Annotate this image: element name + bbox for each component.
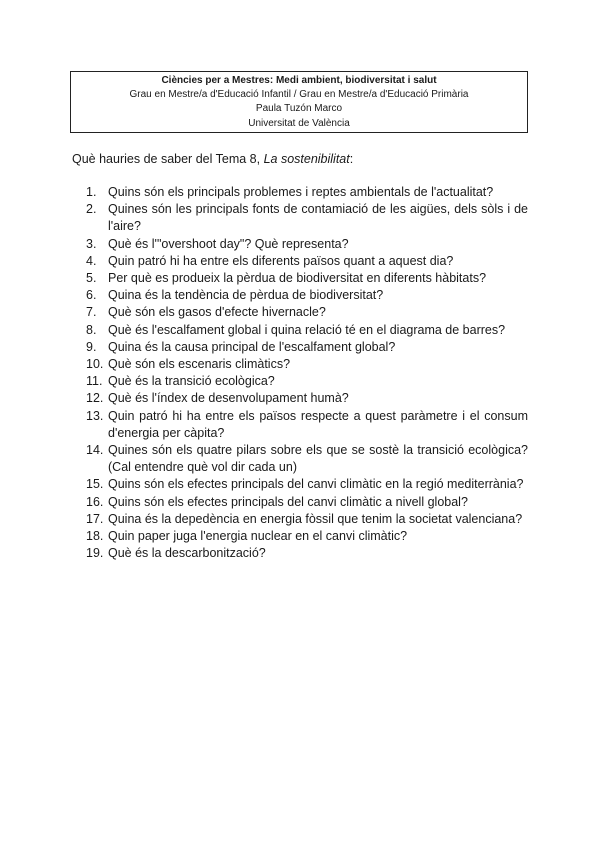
question-number: 14.: [86, 443, 104, 458]
university-name: Universitat de València: [248, 117, 350, 129]
question-number: 15.: [86, 477, 104, 492]
question-text: Què és la descarbonització?: [108, 546, 266, 561]
question-number: 17.: [86, 511, 104, 526]
question-text: Què són els gasos d'efecte hivernacle?: [108, 305, 326, 320]
question-number: 2.: [86, 202, 97, 217]
question-list: [86, 184, 528, 562]
question-item: [86, 408, 528, 442]
question-item: [86, 339, 528, 356]
question-number: 7.: [86, 305, 97, 320]
intro-line: [72, 150, 353, 168]
intro-suffix: :: [349, 152, 354, 166]
question-number: 4.: [86, 253, 97, 268]
course-title: Ciències per a Mestres: Medi ambient, biodiversitat i salut: [161, 75, 437, 86]
question-number: 18.: [86, 529, 104, 544]
question-text: Quins són els principals problemes i reptes ambientals de l'actualitat?: [108, 185, 494, 199]
question-item: [86, 287, 528, 304]
intro-topic: La sostenibilitat: [263, 152, 350, 166]
question-text: Què és l'escalfament global i quina relació té en el diagrama de barres?: [108, 322, 506, 337]
question-text: Quina és la causa principal de l'escalfament global?: [108, 339, 396, 354]
question-text: Quin paper juga l'energia nuclear en el canvi climàtic?: [108, 529, 408, 544]
question-number: 9.: [86, 339, 97, 354]
question-item: [86, 390, 528, 407]
question-text: Quines són les principals fonts de contamiació de les aigües, dels sòls i de l'aire?: [108, 202, 528, 234]
question-number: 1.: [86, 185, 97, 199]
course-header-box: [70, 71, 528, 133]
author-name: Paula Tuzón Marco: [255, 103, 343, 115]
question-text: Per què es produeix la pèrdua de biodiversitat en diferents hàbitats?: [108, 271, 487, 286]
question-text: Què és l'"overshoot day"? Què representa?: [108, 236, 349, 251]
question-number: 12.: [86, 391, 104, 406]
intro-prefix: Què hauries de saber del Tema 8,: [72, 152, 264, 166]
question-text: Quins són els efectes principals del canvi climàtic en la regió mediterrània?: [108, 477, 524, 492]
question-number: 13.: [86, 408, 104, 423]
question-number: 10.: [86, 357, 104, 372]
question-item: [86, 304, 528, 321]
question-item: [86, 253, 528, 270]
question-text: Quin patró hi ha entre els països respecte a quest paràmetre i el consum d'energia per càpita?: [108, 408, 528, 440]
question-text: Quina és la depedència en energia fòssil que tenim la societat valenciana?: [108, 511, 523, 526]
question-number: 3.: [86, 236, 97, 251]
question-item: [86, 545, 528, 562]
question-item: [86, 356, 528, 373]
question-text: Què són els escenaris climàtics?: [108, 357, 291, 372]
question-text: Quins són els efectes principals del canvi climàtic a nivell global?: [108, 494, 468, 509]
question-text: Què és l'índex de desenvolupament humà?: [108, 391, 349, 406]
question-text: Quin patró hi ha entre els diferents països quant a aquest dia?: [108, 253, 454, 268]
question-number: 16.: [86, 494, 104, 509]
question-item: [86, 270, 528, 287]
question-item: [86, 494, 528, 511]
question-text: Quina és la tendència de pèrdua de biodiversitat?: [108, 288, 384, 303]
question-item: [86, 236, 528, 253]
question-item: [86, 528, 528, 545]
question-number: 6.: [86, 288, 97, 303]
question-item: [86, 373, 528, 390]
question-text: Què és la transició ecològica?: [108, 374, 275, 389]
question-item: [86, 184, 528, 201]
question-item: [86, 442, 528, 476]
question-number: 8.: [86, 322, 97, 337]
question-text: Quines són els quatre pilars sobre els que se sostè la transició ecològica? (Cal entendre què vol dir cada un): [108, 443, 528, 475]
question-number: 11.: [86, 374, 103, 389]
question-item: [86, 322, 528, 339]
question-item: [86, 511, 528, 528]
question-number: 19.: [86, 546, 104, 561]
question-item: [86, 476, 528, 493]
degree-line: Grau en Mestre/a d'Educació Infantil / Grau en Mestre/a d'Educació Primària: [129, 89, 469, 101]
question-number: 5.: [86, 271, 97, 286]
question-item: [86, 201, 528, 235]
